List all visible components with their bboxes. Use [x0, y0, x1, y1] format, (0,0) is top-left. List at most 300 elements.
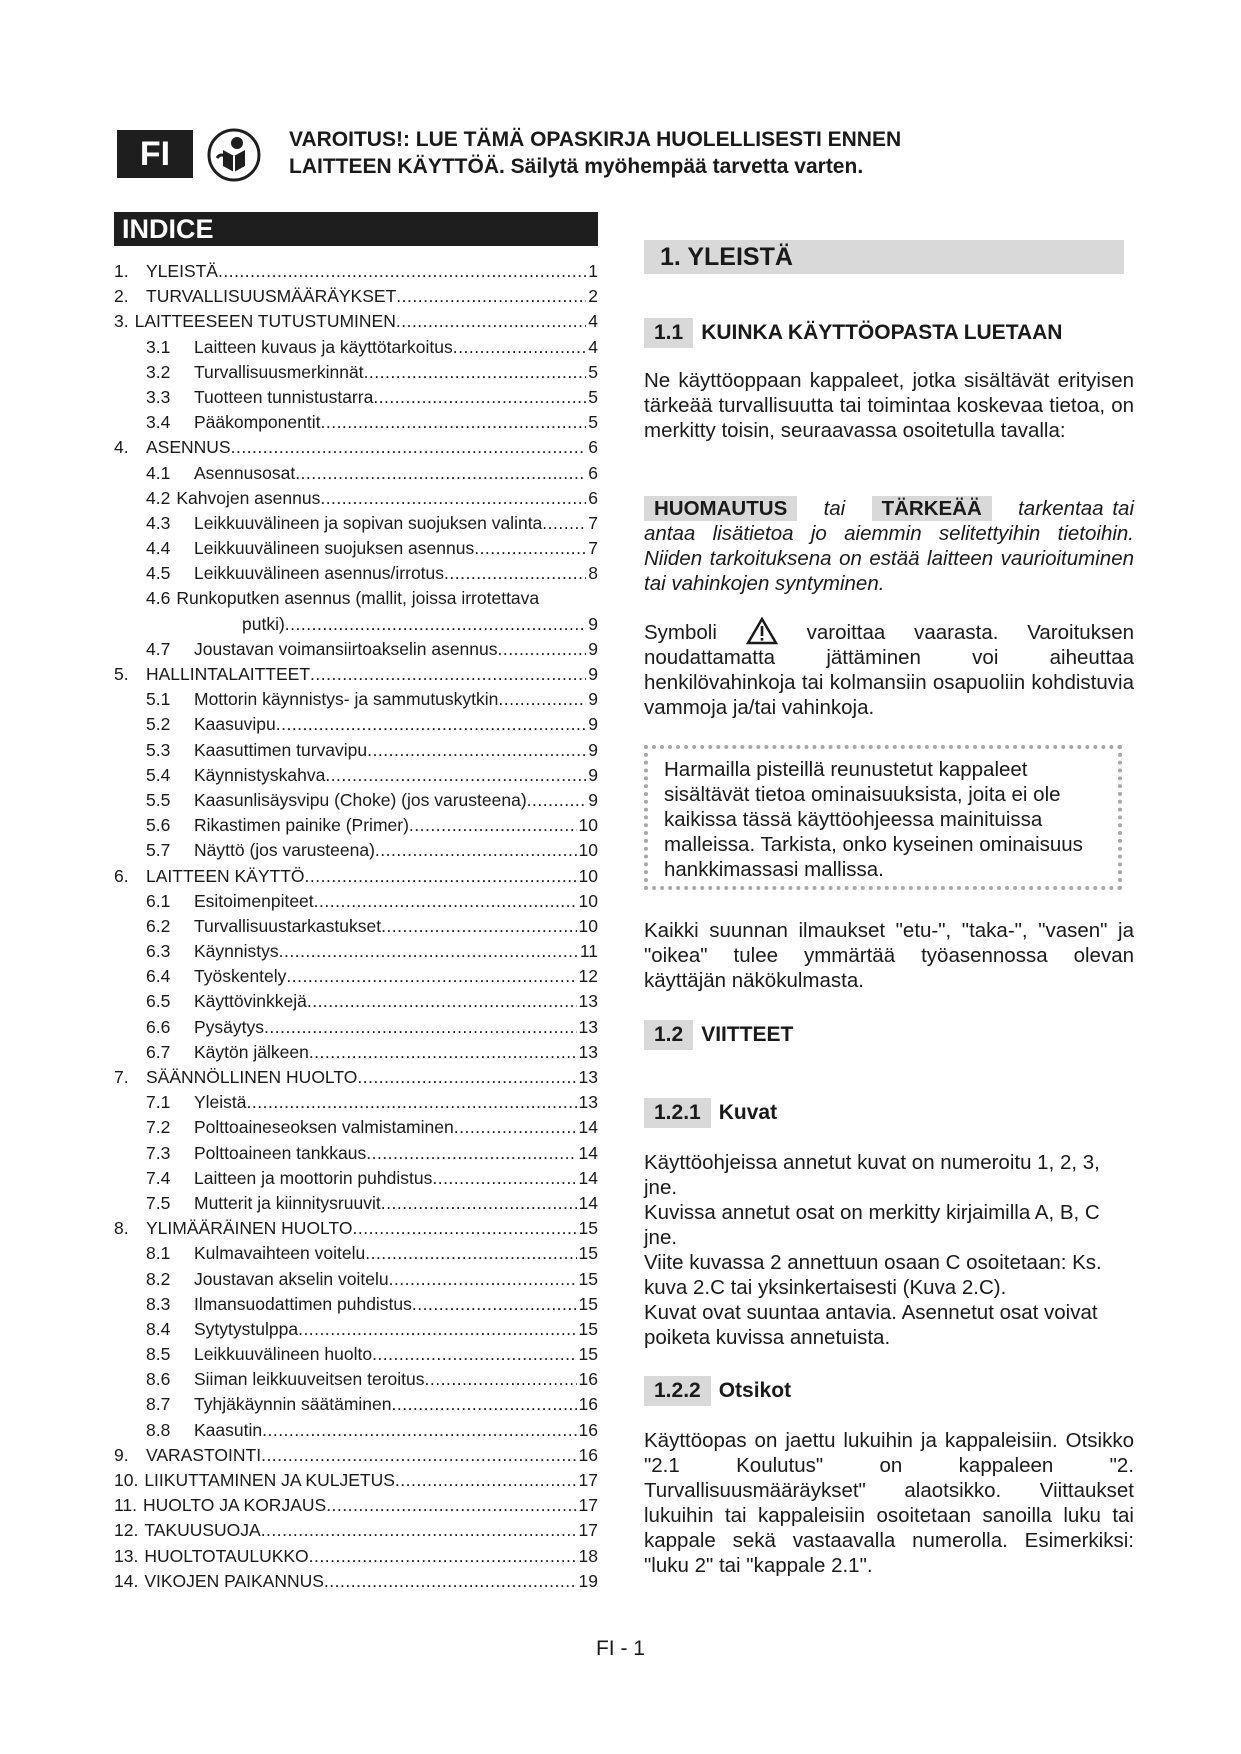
toc-entry-title: Runkoputken asennus (mallit, joissa irrotettava [176, 588, 540, 609]
toc-entry-page: 8 [588, 563, 598, 584]
toc-entry-number: 1. [114, 261, 129, 281]
toc-entry-page: 7 [588, 538, 598, 559]
toc-entry-page: 14 [578, 1167, 598, 1188]
toc-entry [114, 387, 598, 412]
subsection-heading-1-2-2 [644, 1376, 791, 1406]
toc-leader [264, 1017, 577, 1038]
toc-entry [114, 866, 598, 891]
toc-entry-title: Kaasuttimen turvavipu [194, 739, 368, 760]
toc-leader [498, 639, 587, 660]
toc-leader [375, 840, 577, 861]
toc-entry-page: 16 [578, 1394, 598, 1415]
toc-entry-title: Pääkomponentit [194, 412, 321, 433]
toc-entry-title: YLIMÄÄRÄINEN HUOLTO [146, 1218, 353, 1239]
toc-entry [114, 714, 598, 739]
toc-entry-title: Käytön jälkeen [194, 1041, 309, 1062]
toc-entry-number: 8.4 [146, 1318, 171, 1339]
toc-leader [395, 1470, 577, 1491]
toc-entry-page: 9 [588, 664, 598, 684]
toc-entry-number: 7.1 [146, 1092, 171, 1113]
toc-leader [309, 1546, 577, 1567]
toc-entry-page: 9 [588, 739, 598, 760]
toc-entry-page: 18 [578, 1545, 598, 1566]
toc-leader [381, 916, 576, 937]
toc-entry [114, 1017, 598, 1042]
toc-entry-page: 15 [578, 1293, 598, 1314]
kuvat-line: Käyttöohjeissa annetut kuvat on numeroitu 1, 2, 3, jne. [644, 1151, 1100, 1199]
subsection-number: 1.2.1 [644, 1098, 711, 1128]
toc-entry-title: VIKOJEN PAIKANNUS [144, 1570, 324, 1591]
subsection-number: 1.1 [644, 318, 693, 348]
toc-entry [114, 513, 598, 538]
toc-entry-title: Esitoimenpiteet [194, 890, 314, 911]
note-text: tarkentaa tai antaa lisätietoa jo aiemmin selitettyihin tietoihin. Niiden tarkoituksena on estää laitteen vaurioituminen tai vahinkojen syntyminen. [644, 497, 1135, 595]
toc-entry-page: 6 [588, 487, 598, 508]
toc-entry [114, 1168, 598, 1193]
toc-leader [231, 437, 587, 458]
toc-leader [298, 1319, 576, 1340]
read-manual-icon [207, 128, 261, 182]
toc-entry-number: 5.3 [146, 739, 171, 760]
toc-entry-number: 6.2 [146, 915, 171, 936]
toc-leader [357, 1067, 576, 1088]
toc-leader [261, 1520, 577, 1541]
toc-entry [114, 1117, 598, 1142]
toc-entry-title: Työskentely [194, 966, 287, 987]
page-number: FI - 1 [595, 1637, 645, 1660]
toc-entry-page: 13 [578, 991, 598, 1012]
toc-leader [432, 1168, 576, 1189]
toc-entry-title: Joustavan voimansiirtoakselin asennus [194, 638, 498, 659]
toc-entry-title: Tuotteen tunnistustarra [194, 386, 374, 407]
toc-entry-page: 19 [578, 1570, 598, 1591]
toc-entry-title: Mottorin käynnistys- ja sammutuskytkin [194, 689, 499, 710]
toc-entry-number: 7.3 [146, 1142, 171, 1163]
subsection-title: VIITTEET [701, 1023, 794, 1046]
toc-entry [114, 1218, 598, 1243]
toc-leader [453, 337, 587, 358]
toc-entry-page: 15 [578, 1344, 598, 1365]
toc-leader [324, 1571, 577, 1592]
optional-feature-box [644, 745, 1122, 890]
toc-entry [114, 1369, 598, 1394]
toc-entry-page: 10 [578, 915, 598, 936]
toc-entry-title: VARASTOINTI [146, 1444, 262, 1465]
toc-entry-page: 17 [578, 1495, 598, 1516]
toc-entry-page: 10 [578, 865, 598, 886]
toc-entry-title: Tyhjäkäynnin säätäminen [194, 1394, 392, 1415]
toc-entry-number: 8.2 [146, 1268, 171, 1289]
toc-entry-title: TURVALLISUUSMÄÄRÄYKSET [146, 286, 397, 307]
toc-entry [114, 614, 598, 639]
toc-entry-number: 6.6 [146, 1016, 171, 1037]
toc-entry-title: Leikkuuvälineen asennus/irrotus [194, 563, 445, 584]
toc-leader [365, 1243, 576, 1264]
toc-entry-page: 7 [588, 512, 598, 533]
subsection-heading-1-2 [644, 1020, 793, 1050]
toc-entry-page: 13 [578, 1041, 598, 1062]
toc-entry-page: 5 [588, 412, 598, 433]
toc-entry-page: 9 [588, 714, 598, 735]
toc-entry [114, 1143, 598, 1168]
toc-entry-title: Kulmavaihteen voitelu [194, 1243, 366, 1264]
toc-leader [247, 1092, 577, 1113]
toc-entry [114, 261, 598, 286]
toc-entry-page: 2 [588, 286, 598, 307]
toc-leader [474, 538, 586, 559]
toc-entry [114, 916, 598, 941]
toc-leader [325, 765, 586, 786]
toc-entry-page: 13 [578, 1067, 598, 1087]
toc-entry-number: 8.3 [146, 1293, 171, 1314]
optional-feature-text: Harmailla pisteillä reunustetut kappaleet sisältävät tietoa ominaisuuksista, joita ei ole kaikissa tässä käyttöohjeessa mainituissa malleissa. Tarkista, onko kyseinen ominaisuus hankkimassasi mallissa. [664, 758, 1083, 881]
toc-entry [114, 437, 598, 462]
subsection-number: 1.2.2 [644, 1376, 711, 1406]
toc-entry [114, 412, 598, 437]
toc-entry-page: 5 [588, 386, 598, 407]
toc-entry-title: YLEISTÄ [146, 261, 218, 281]
toc-entry-title: putki) [242, 613, 285, 634]
toc-entry-number: 4. [114, 437, 129, 458]
toc-title: INDICE [114, 212, 598, 246]
toc-leader [261, 1445, 576, 1466]
subsection-heading-1-1 [644, 318, 1062, 348]
toc-leader [218, 261, 586, 282]
toc-entry-number: 5.7 [146, 840, 171, 861]
toc-entry [114, 286, 598, 311]
otsikot-paragraph [644, 1428, 1134, 1578]
toc-entry [114, 991, 598, 1016]
toc-entry-page: 4 [588, 336, 598, 357]
subsection-title: Kuvat [718, 1101, 778, 1124]
toc-entry-page: 14 [578, 1117, 598, 1138]
toc-entry-number: 7.4 [146, 1167, 171, 1188]
toc-entry-page: 11 [579, 941, 598, 962]
toc-leader [364, 362, 587, 383]
toc-entry-number: 5.4 [146, 764, 171, 785]
toc-entry-title: Laitteen kuvaus ja käyttötarkoitus [194, 336, 453, 357]
toc-entry [114, 1067, 598, 1092]
toc-leader [396, 286, 586, 307]
toc-entry-number: 8.8 [146, 1419, 171, 1440]
toc-entry-title: HUOLTO JA KORJAUS [143, 1495, 327, 1516]
toc-entry [114, 463, 598, 488]
note-or: tai [823, 497, 846, 520]
toc-entry-page: 13 [578, 1016, 598, 1037]
toc-entry-title: Kaasuvipu [194, 714, 276, 735]
toc-entry [114, 1092, 598, 1117]
toc-entry-page: 15 [578, 1318, 598, 1339]
toc-entry-number: 5. [114, 664, 129, 684]
kuvat-line: Kuvissa annetut osat on merkitty kirjaimilla A, B, C jne. [644, 1201, 1100, 1249]
toc-entry-number: 13. [114, 1545, 139, 1566]
toc-entry [114, 840, 598, 865]
warning-triangle-icon [746, 617, 778, 645]
toc-entry-title: Mutterit ja kiinnitysruuvit [194, 1192, 381, 1213]
toc-entry-number: 6.1 [146, 890, 171, 911]
toc-entry-page: 12 [578, 966, 598, 987]
toc-entry-number: 8.1 [146, 1243, 171, 1264]
warning-line-1: VAROITUS!: LUE TÄMÄ OPASKIRJA HUOLELLISESTI ENNEN [289, 128, 902, 151]
toc-entry [114, 815, 598, 840]
subsection-number: 1.2 [644, 1020, 693, 1050]
toc-entry-title: LAITTEEN KÄYTTÖ [146, 865, 305, 886]
warning-line-2: LAITTEEN KÄYTTÖÄ. Säilytä myöhempää tarvetta varten. [289, 155, 864, 178]
toc-entry-title: Näyttö (jos varusteena) [194, 840, 375, 861]
toc-leader [276, 714, 587, 735]
toc-entry-page: 16 [578, 1444, 598, 1465]
toc-leader [381, 1193, 577, 1214]
warning-text [289, 126, 901, 180]
toc-entry-title: Leikkuuvälineen suojuksen asennus [194, 538, 475, 559]
toc-entry [114, 1394, 598, 1419]
toc-entry [114, 1344, 598, 1369]
toc-entry-number: 11. [114, 1495, 138, 1516]
symbol-word: Symboli [644, 621, 717, 644]
toc-leader [527, 790, 587, 811]
toc-entry [114, 1546, 598, 1571]
toc-entry-number: 8. [114, 1218, 129, 1239]
toc-entry-number: 4.1 [146, 462, 171, 483]
toc-entry-page: 1 [588, 261, 598, 281]
toc-leader [286, 966, 576, 987]
toc-entry-number: 5.5 [146, 789, 171, 810]
toc-entry-page: 9 [588, 613, 598, 634]
toc-entry-number: 7.2 [146, 1117, 171, 1138]
toc-entry-title: Leikkuuvälineen huolto [194, 1344, 373, 1365]
toc-leader [295, 463, 586, 484]
toc-entry-page: 14 [578, 1142, 598, 1163]
toc-entry [114, 1470, 598, 1495]
toc-leader [542, 513, 586, 534]
language-badge: FI [117, 130, 193, 178]
toc-entry-number: 3.4 [146, 412, 171, 433]
toc-entry-title: HUOLTOTAULUKKO [144, 1545, 309, 1566]
toc-entry-title: Siiman leikkuuveitsen teroitus [194, 1369, 425, 1390]
toc-entry [114, 1445, 598, 1470]
toc-entry [114, 1294, 598, 1319]
toc-entry-page: 15 [578, 1218, 598, 1239]
kuvat-line: Viite kuvassa 2 annettuun osaan C osoitetaan: Ks. kuva 2.C tai yksinkertaisesti (Kuva 2.C). [644, 1251, 1102, 1299]
toc-leader [412, 1294, 577, 1315]
toc-entry [114, 689, 598, 714]
toc-leader [307, 991, 577, 1012]
toc-entry-title: Kaasunlisäysvipu (Choke) (jos varusteena) [194, 789, 527, 810]
toc-entry-title: HALLINTALAITTEET [146, 664, 311, 684]
toc-leader [279, 941, 578, 962]
toc-entry [114, 488, 598, 513]
toc-leader [285, 614, 586, 635]
toc-leader [320, 488, 586, 509]
table-of-contents [114, 261, 598, 1596]
toc-entry [114, 588, 598, 613]
intro-paragraph [644, 368, 1134, 443]
toc-entry-title: Turvallisuustarkastukset [194, 915, 382, 936]
toc-leader [366, 1143, 576, 1164]
toc-entry-page: 10 [578, 890, 598, 911]
toc-leader [326, 1495, 576, 1516]
toc-entry-title: LAITTEESEEN TUTUSTUMINEN [134, 311, 396, 332]
toc-entry-page: 16 [578, 1369, 598, 1390]
toc-entry [114, 1520, 598, 1545]
toc-leader [310, 664, 586, 685]
toc-entry-number: 3.2 [146, 361, 171, 382]
toc-entry-page: 15 [578, 1268, 598, 1289]
toc-entry-number: 2. [114, 286, 129, 307]
toc-entry [114, 765, 598, 790]
toc-entry-number: 10. [114, 1470, 139, 1490]
toc-leader [372, 1344, 576, 1365]
note-tag-huomautus: HUOMAUTUS [644, 496, 797, 521]
note-paragraph [644, 496, 1134, 596]
toc-entry [114, 1319, 598, 1344]
toc-entry [114, 1495, 598, 1520]
toc-entry-page: 13 [578, 1092, 598, 1113]
toc-entry [114, 1269, 598, 1294]
toc-entry [114, 740, 598, 765]
toc-entry-number: 7.5 [146, 1192, 171, 1213]
toc-entry-title: Kahvojen asennus [176, 487, 321, 508]
toc-entry-number: 4.5 [146, 563, 171, 584]
toc-entry-title: Yleistä [194, 1092, 247, 1113]
toc-entry-number: 6.4 [146, 966, 171, 987]
toc-leader [320, 412, 586, 433]
toc-entry-title: Turvallisuusmerkinnät [194, 361, 364, 382]
toc-leader [262, 1420, 576, 1441]
kuvat-paragraph [644, 1150, 1134, 1350]
toc-entry-number: 4.7 [146, 638, 171, 659]
toc-entry-title: ASENNUS [146, 437, 231, 458]
toc-leader [314, 891, 577, 912]
toc-entry-number: 8.5 [146, 1344, 171, 1365]
toc-entry-page: 17 [578, 1470, 598, 1490]
toc-leader [396, 311, 586, 332]
symbol-paragraph [644, 617, 1134, 720]
toc-entry-page: 4 [588, 311, 598, 332]
toc-entry-title: Joustavan akselin voitelu [194, 1268, 389, 1289]
toc-entry-title: Polttoaineseoksen valmistaminen [194, 1117, 454, 1138]
toc-entry [114, 563, 598, 588]
toc-leader [444, 563, 586, 584]
otsikot-text: Käyttöopas on jaettu lukuihin ja kappaleisiin. Otsikko "2.1 Koulutus" on kappaleen "2. Turvallisuusmääräykset" alaotsikko. Viittaukset lukuihin tai kappaleisiin osoitetaan sanoilla luku tai kappale sekä vastaavalla numerolla. Esimerkiksi: "luku 2" tai "kappale 2.1". [644, 1429, 1134, 1577]
section-title: 1. YLEISTÄ [644, 240, 1124, 274]
toc-entry-title: SÄÄNNÖLLINEN HUOLTO [146, 1067, 358, 1087]
toc-entry-number: 4.3 [146, 512, 171, 533]
toc-entry-title: Rikastimen painike (Primer) [194, 815, 409, 836]
toc-entry-number: 4.2 [146, 487, 171, 508]
toc-entry-page: 16 [578, 1419, 598, 1440]
toc-entry-title: LIIKUTTAMINEN JA KULJETUS [144, 1470, 395, 1490]
toc-entry [114, 362, 598, 387]
toc-entry-number: 6.5 [146, 991, 171, 1012]
toc-entry-number: 3. [114, 311, 129, 332]
toc-entry-number: 3.1 [146, 336, 171, 357]
toc-entry-title: Pysäytys [194, 1016, 265, 1037]
toc-entry [114, 966, 598, 991]
toc-entry-title: Käyttövinkkejä [194, 991, 307, 1012]
toc-entry [114, 891, 598, 916]
toc-entry [114, 1571, 598, 1596]
toc-entry-page: 15 [578, 1243, 598, 1264]
toc-entry-page: 6 [588, 462, 598, 483]
toc-entry-page: 10 [578, 815, 598, 836]
toc-entry [114, 639, 598, 664]
toc-entry-number: 5.2 [146, 714, 171, 735]
toc-entry-number: 6.3 [146, 941, 171, 962]
toc-leader [367, 740, 586, 761]
toc-entry-number: 4.6 [146, 588, 171, 609]
toc-entry [114, 790, 598, 815]
toc-entry-number: 9. [114, 1444, 129, 1465]
toc-entry [114, 1243, 598, 1268]
toc-leader [409, 815, 577, 836]
toc-entry [114, 311, 598, 336]
toc-entry-title: TAKUUSUOJA [144, 1520, 261, 1541]
toc-entry-page: 9 [588, 789, 598, 810]
toc-entry [114, 1420, 598, 1445]
toc-entry-title: Sytytystulppa [194, 1318, 299, 1339]
toc-entry-number: 3.3 [146, 386, 171, 407]
toc-entry [114, 1193, 598, 1218]
symbol-text: varoittaa vaarasta. Varoituksen noudattamatta jättäminen voi aiheuttaa henkilövahinkoja tai kolmansiin osapuoliin kohdistuvia vammoja ja/tai vahinkoja. [644, 621, 1135, 719]
toc-entry-page: 9 [588, 764, 598, 785]
toc-entry-number: 5.6 [146, 815, 171, 836]
direction-text: Kaikki suunnan ilmaukset "etu-", "taka-", "vasen" ja "oikea" tulee ymmärtää työasennossa olevan käyttäjän näkökulmasta. [644, 919, 1134, 992]
note-tag-tarkeaa: TÄRKEÄÄ [872, 496, 992, 521]
intro-text: Ne käyttöoppaan kappaleet, jotka sisältävät erityisen tärkeää turvallisuutta tai toimintaa koskevaa tietoa, on merkitty toisin, seuraavassa osoitetulla tavalla: [644, 369, 1134, 442]
toc-entry-title: Käynnistys [194, 941, 279, 962]
toc-entry-number: 12. [114, 1520, 139, 1541]
toc-leader [425, 1369, 577, 1390]
toc-entry-page: 6 [588, 437, 598, 458]
toc-entry-number: 7. [114, 1067, 129, 1087]
subsection-heading-1-2-1 [644, 1098, 777, 1128]
toc-entry-title: Käynnistyskahva [194, 764, 326, 785]
toc-entry-number: 5.1 [146, 689, 171, 710]
toc-leader [309, 1042, 577, 1063]
toc-leader [498, 689, 586, 710]
toc-leader [352, 1218, 576, 1239]
toc-entry-title: Ilmansuodattimen puhdistus [194, 1293, 412, 1314]
toc-entry-number: 4.4 [146, 538, 171, 559]
toc-entry [114, 664, 598, 689]
toc-entry-title: Laitteen ja moottorin puhdistus [194, 1167, 433, 1188]
toc-entry [114, 337, 598, 362]
toc-entry-title: Leikkuuvälineen ja sopivan suojuksen valinta [194, 512, 543, 533]
toc-entry-number: 6.7 [146, 1041, 171, 1062]
toc-leader [373, 387, 586, 408]
toc-entry [114, 941, 598, 966]
toc-entry [114, 1042, 598, 1067]
toc-entry-page: 17 [578, 1520, 598, 1541]
toc-entry-number: 6. [114, 865, 129, 886]
toc-entry-page: 14 [578, 1192, 598, 1213]
direction-paragraph [644, 918, 1134, 993]
toc-entry-number: 14. [114, 1570, 139, 1591]
kuvat-line: Kuvat ovat suuntaa antavia. Asennetut osat voivat poiketa kuvissa annetuista. [644, 1301, 1098, 1349]
toc-entry-page: 5 [588, 361, 598, 382]
toc-entry-page: 10 [578, 840, 598, 861]
subsection-title: Otsikot [718, 1379, 792, 1402]
toc-entry-number: 8.7 [146, 1394, 171, 1415]
toc-leader [454, 1117, 577, 1138]
toc-entry-page: 9 [588, 689, 598, 710]
toc-leader [389, 1269, 577, 1290]
toc-entry-page: 9 [588, 638, 598, 659]
toc-entry-title: Asennusosat [194, 462, 296, 483]
toc-leader [391, 1394, 576, 1415]
toc-entry [114, 538, 598, 563]
